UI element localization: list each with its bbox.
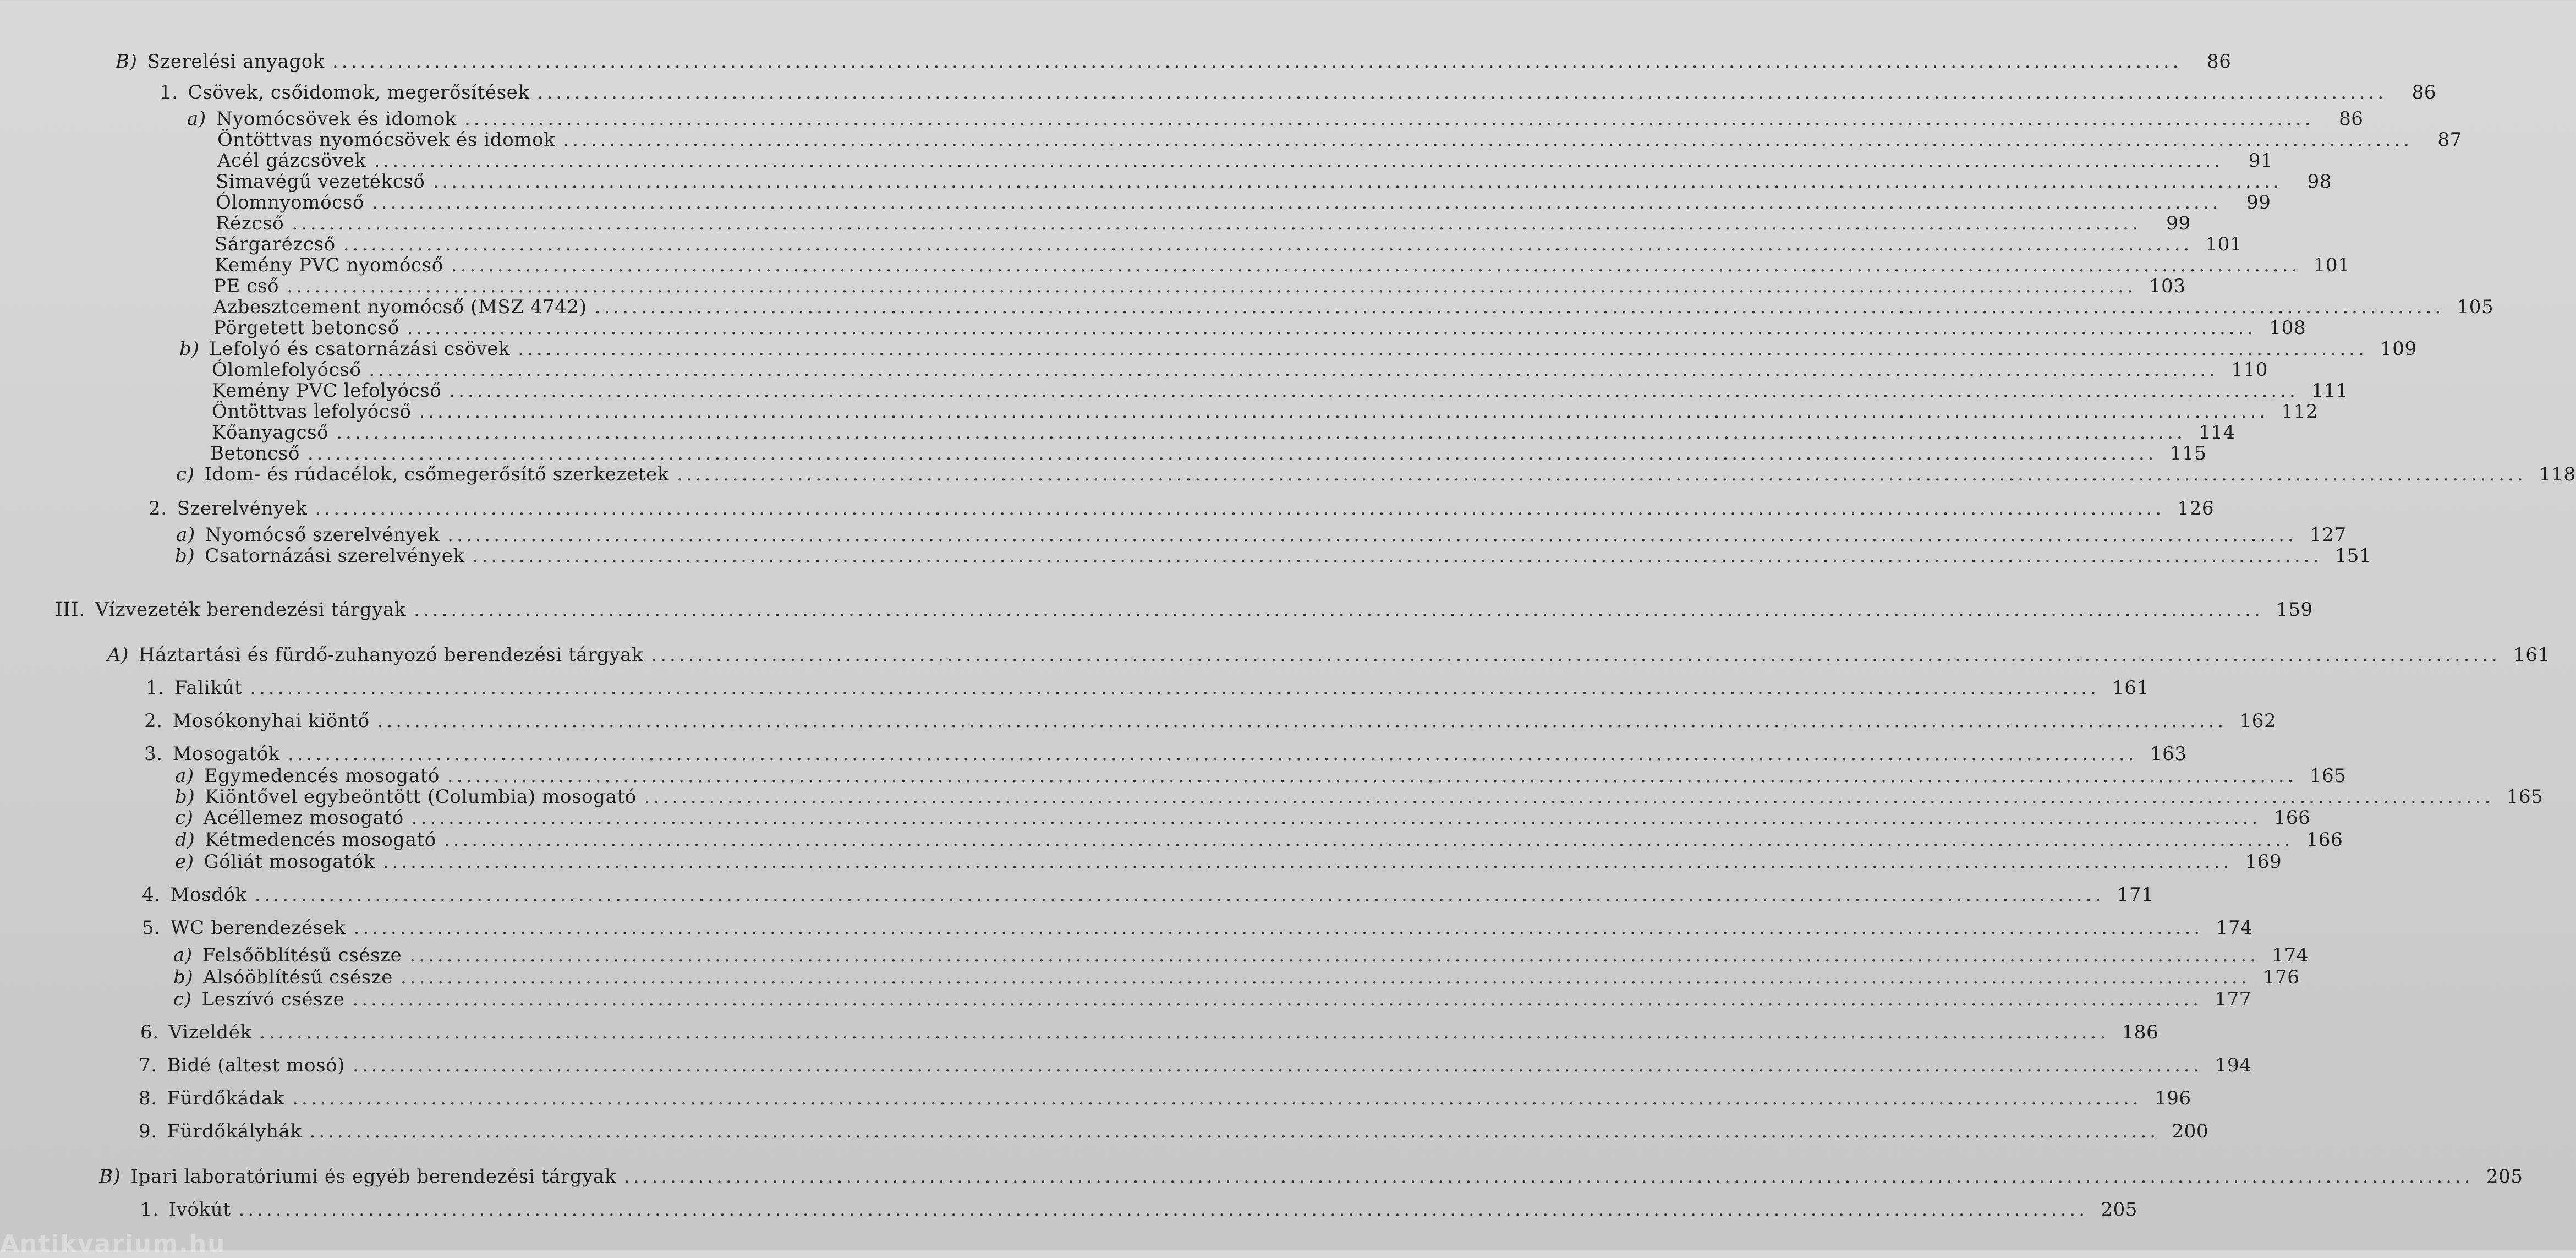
toc-entry-page: 177 [2215, 988, 2251, 1010]
dot-leader: ........................................................................................................................................................................................................ [353, 917, 2204, 939]
toc-entry [140, 1021, 2159, 1046]
dot-leader: ........................................................................................................................................................................................................ [472, 545, 2322, 567]
toc-entry-number: A) [107, 644, 129, 666]
toc-entry-title: Azbesztcement nyomócső (MSZ 4742) [213, 296, 587, 318]
toc-entry-number: a) [173, 944, 193, 966]
toc-entry-number: 6. [140, 1021, 159, 1043]
toc-entry-title: Acéllemez mosogató [203, 807, 404, 829]
toc-entry-page: 162 [2239, 710, 2277, 732]
toc-entry-number: 5. [142, 917, 161, 939]
toc-entry-title: Mosogatók [172, 743, 281, 765]
dot-leader: ........................................................................................................................................................................................................ [594, 296, 2445, 318]
toc-entry [107, 644, 2550, 668]
dot-leader: ........................................................................................................................................................................................................ [537, 81, 2387, 103]
toc-entry-title: Öntöttvas nyomócsövek és idomok [217, 129, 556, 151]
toc-entry-number: 2. [144, 710, 163, 732]
dot-leader: ........................................................................................................................................................................................................ [563, 129, 2413, 151]
toc-entry-page: 200 [2172, 1120, 2209, 1142]
toc-entry-number: c) [175, 807, 194, 829]
toc-entry-page: 159 [2276, 599, 2313, 621]
toc-entry-title: Acél gázcsövek [217, 150, 366, 172]
toc-entry-title: Fürdőkályhák [167, 1120, 302, 1142]
toc-entry-page: 163 [2150, 743, 2187, 765]
dot-leader: ........................................................................................................................................................................................................ [292, 1087, 2142, 1109]
dot-leader: ........................................................................................................................................................................................................ [371, 192, 2222, 214]
toc-entry-page: 165 [2309, 765, 2347, 787]
dot-leader: ........................................................................................................................................................................................................ [443, 829, 2294, 851]
toc-entry [144, 710, 2277, 734]
toc-entry-page: 109 [2380, 338, 2417, 360]
toc-entry-title: Háztartási és fürdő-zuhanyozó berendezési tárgyak [139, 644, 644, 666]
toc-entry-title: Kemény PVC nyomócső [215, 254, 443, 276]
dot-leader: ........................................................................................................................................................................................................ [407, 317, 2257, 339]
dot-leader: ........................................................................................................................................................................................................ [401, 966, 2250, 988]
dot-leader: ........................................................................................................................................................................................................ [343, 233, 2193, 255]
toc-entry-title: WC berendezések [170, 917, 346, 939]
dot-leader: ........................................................................................................................................................................................................ [414, 599, 2263, 621]
toc-entry [149, 497, 2215, 522]
toc-entry [173, 944, 2309, 969]
toc-entry-page: 205 [2486, 1166, 2523, 1188]
toc-entry-title: Egymedencés mosogató [204, 765, 440, 787]
toc-entry-page: 86 [2339, 108, 2364, 130]
toc-entry-title: Nyomócső szerelvények [205, 524, 440, 546]
toc-entry-page: 171 [2117, 884, 2154, 906]
toc-entry-page: 86 [2207, 51, 2232, 73]
toc-entry [142, 917, 2253, 941]
toc-entry [144, 743, 2187, 767]
toc-entry-title: Betoncső [210, 442, 300, 464]
toc-entry-page: 174 [2216, 917, 2253, 939]
dot-leader: ........................................................................................................................................................................................................ [411, 807, 2261, 829]
toc-entry-number: B) [99, 1166, 121, 1188]
toc-entry-title: Góliát mosogatók [204, 851, 375, 873]
dot-leader: ........................................................................................................................................................................................................ [287, 275, 2136, 297]
toc-entry-title: Ólomlefolyócső [212, 359, 361, 381]
toc-entry-page: 86 [2411, 81, 2437, 103]
toc-entry [173, 966, 2300, 991]
toc-entry-page: 161 [2112, 677, 2149, 699]
toc-entry [140, 1199, 2138, 1223]
toc-entry [175, 829, 2343, 853]
toc-entry-number: B) [116, 51, 138, 73]
toc-entry-page: 108 [2269, 317, 2306, 339]
dot-leader: ........................................................................................................................................................................................................ [309, 1120, 2160, 1142]
dot-leader: ........................................................................................................................................................................................................ [259, 1021, 2109, 1043]
dot-leader: ........................................................................................................................................................................................................ [432, 171, 2283, 193]
dot-leader: ........................................................................................................................................................................................................ [518, 338, 2367, 360]
toc-entry-title: Szerelvények [177, 497, 308, 519]
toc-entry [175, 545, 2372, 569]
toc-entry-page: 87 [2437, 129, 2462, 151]
toc-entry-page: 99 [2246, 192, 2271, 214]
dot-leader: ........................................................................................................................................................................................................ [288, 743, 2137, 765]
toc-entry-title: Falikút [174, 677, 243, 699]
toc-entry-page: 126 [2177, 497, 2215, 519]
toc-entry-number: 9. [139, 1120, 157, 1142]
dot-leader: ........................................................................................................................................................................................................ [382, 851, 2233, 873]
toc-entry-page: 127 [2309, 524, 2347, 546]
toc-entry-page: 103 [2149, 275, 2186, 297]
toc-entry-page: 99 [2166, 212, 2191, 234]
toc-entry-title: Simavégű vezetékcső [216, 171, 425, 193]
toc-entry-number: 1. [140, 1199, 159, 1221]
toc-entry-title: Alsóöblítésű csésze [203, 966, 393, 988]
toc-entry [139, 1087, 2191, 1112]
watermark: Antikvarium.hu [0, 1230, 226, 1258]
toc-entry-number: 2. [149, 497, 167, 519]
dot-leader: ........................................................................................................................................................................................................ [464, 108, 2314, 130]
toc-entry-page: 112 [2281, 401, 2319, 423]
dot-leader: ........................................................................................................................................................................................................ [307, 442, 2157, 464]
toc-entry-number: c) [176, 463, 195, 485]
toc-entry-title: Ipari laboratóriumi és egyéb berendezési tárgyak [130, 1166, 617, 1188]
toc-entry [160, 81, 2437, 106]
dot-leader: ........................................................................................................................................................................................................ [250, 677, 2100, 699]
toc-entry [99, 1166, 2523, 1190]
toc-entry-number: a) [176, 524, 195, 546]
toc-entry [175, 807, 2311, 831]
toc-entry-page: 166 [2306, 829, 2343, 851]
dot-leader: ........................................................................................................................................................................................................ [254, 884, 2104, 906]
toc-entry-number: a) [175, 765, 194, 787]
toc-entry-title: Kiöntővel egybeöntött (Columbia) mosogató [205, 786, 637, 808]
toc-entry-title: Kőanyagcső [212, 422, 329, 444]
toc-entry [176, 463, 2576, 488]
toc-entry-page: 194 [2215, 1054, 2252, 1076]
toc-entry-title: Vízvezeték berendezési tárgyak [95, 599, 407, 621]
dot-leader: ........................................................................................................................................................................................................ [409, 944, 2259, 966]
toc-entry-title: Ólomnyomócső [216, 192, 364, 214]
toc-entry-page: 166 [2273, 807, 2311, 829]
toc-entry-page: 110 [2231, 359, 2268, 381]
toc-entry-title: Pörgetett betoncső [213, 317, 399, 339]
dot-leader: ........................................................................................................................................................................................................ [332, 51, 2182, 73]
dot-leader: ........................................................................................................................................................................................................ [449, 380, 2299, 402]
dot-leader: ........................................................................................................................................................................................................ [651, 644, 2501, 666]
toc-entry-title: PE cső [213, 275, 279, 297]
toc-entry-page: 161 [2513, 644, 2550, 666]
toc-entry-page: 151 [2334, 545, 2372, 567]
toc-entry-page: 165 [2506, 786, 2544, 808]
toc-entry-title: Fürdőkádak [167, 1087, 285, 1109]
toc-entry-number: a) [187, 108, 206, 130]
toc-entry-number: b) [175, 545, 195, 567]
toc-entry-page: 169 [2245, 851, 2282, 873]
toc-entry [55, 599, 2313, 623]
toc-entry-number: III. [55, 599, 86, 621]
toc-entry-number: 7. [139, 1054, 157, 1076]
dot-leader: ........................................................................................................................................................................................................ [451, 254, 2301, 276]
toc-entry [173, 988, 2251, 1013]
toc-entry-page: 101 [2313, 254, 2350, 276]
toc-entry-title: Mosókonyhai kiöntő [172, 710, 370, 732]
toc-entry-page: 91 [2248, 150, 2273, 172]
toc-entry [142, 884, 2154, 908]
toc-entry-title: Mosdók [170, 884, 247, 906]
toc-entry-number: 4. [142, 884, 161, 906]
dot-leader: ........................................................................................................................................................................................................ [353, 1054, 2202, 1076]
toc-entry-title: Csatornázási szerelvények [205, 545, 465, 567]
toc-entry-number: b) [173, 966, 194, 988]
toc-entry-page: 115 [2169, 442, 2207, 464]
toc-entry [139, 1054, 2252, 1079]
toc-entry-number: 1. [160, 81, 178, 103]
toc-entry-page: 114 [2199, 422, 2235, 444]
dot-leader: ........................................................................................................................................................................................................ [624, 1166, 2474, 1188]
toc-entry-title: Rézcső [216, 212, 284, 234]
toc-entry-title: Kétmedencés mosogató [205, 829, 436, 851]
toc-entry-page: 118 [2539, 463, 2576, 485]
toc-entry-title: Nyomócsövek és idomok [216, 108, 457, 130]
toc-entry-page: 205 [2101, 1199, 2138, 1221]
toc-entry-title: Öntöttvas lefolyócső [212, 401, 412, 423]
toc-entry-title: Leszívó csésze [201, 988, 345, 1010]
toc-entry-number: 3. [144, 743, 163, 765]
toc-entry-title: Sárgarézcső [215, 233, 336, 255]
toc-entry [146, 677, 2149, 701]
toc-entry-number: c) [173, 988, 192, 1010]
dot-leader: ........................................................................................................................................................................................................ [352, 988, 2202, 1010]
dot-leader: ........................................................................................................................................................................................................ [644, 786, 2494, 808]
dot-leader: ........................................................................................................................................................................................................ [677, 463, 2526, 485]
dot-leader: ........................................................................................................................................................................................................ [377, 710, 2227, 732]
toc-entry [175, 851, 2282, 875]
dot-leader: ........................................................................................................................................................................................................ [292, 212, 2141, 234]
toc-entry-title: Vizeldék [168, 1021, 252, 1043]
toc-entry-page: 186 [2122, 1021, 2159, 1043]
toc-entry-title: Lefolyó és csatornázási csövek [209, 338, 511, 360]
dot-leader: ........................................................................................................................................................................................................ [369, 359, 2218, 381]
toc-entry [116, 51, 2232, 75]
toc-entry-title: Idom- és rúdacélok, csőmegerősítő szerkezetek [204, 463, 670, 485]
toc-entry-title: Szerelési anyagok [147, 51, 325, 73]
toc-entry-number: 8. [139, 1087, 157, 1109]
toc-entry-page: 105 [2457, 296, 2494, 318]
toc-entry-number: e) [175, 851, 194, 873]
toc-entry-page: 101 [2205, 233, 2243, 255]
toc-entry-title: Csövek, csőidomok, megerősítések [188, 81, 530, 103]
dot-leader: ........................................................................................................................................................................................................ [315, 497, 2165, 519]
toc-entry-page: 176 [2262, 966, 2300, 988]
toc-entry [139, 1120, 2209, 1145]
toc-entry-title: Bidé (altest mosó) [167, 1054, 345, 1076]
toc-entry-number: b) [179, 338, 200, 360]
dot-leader: ........................................................................................................................................................................................................ [447, 765, 2297, 787]
toc-entry-page: 196 [2154, 1087, 2191, 1109]
toc-entry-title: Kemény PVC lefolyócső [212, 380, 442, 402]
dot-leader: ........................................................................................................................................................................................................ [447, 524, 2297, 546]
dot-leader: ........................................................................................................................................................................................................ [238, 1199, 2089, 1221]
toc-entry-number: 1. [146, 677, 165, 699]
toc-entry-page: 174 [2272, 944, 2309, 966]
dot-leader: ........................................................................................................................................................................................................ [336, 422, 2186, 444]
toc-entry-title: Felsőöblítésű csésze [202, 944, 402, 966]
toc-entry-number: b) [175, 786, 195, 808]
toc-entry-number: d) [175, 829, 195, 851]
toc-entry-title: Ivókút [168, 1199, 231, 1221]
dot-leader: ........................................................................................................................................................................................................ [419, 401, 2269, 423]
toc-entry-page: 98 [2307, 171, 2332, 193]
toc-entry-page: 111 [2311, 380, 2348, 402]
dot-leader: ........................................................................................................................................................................................................ [374, 150, 2224, 172]
